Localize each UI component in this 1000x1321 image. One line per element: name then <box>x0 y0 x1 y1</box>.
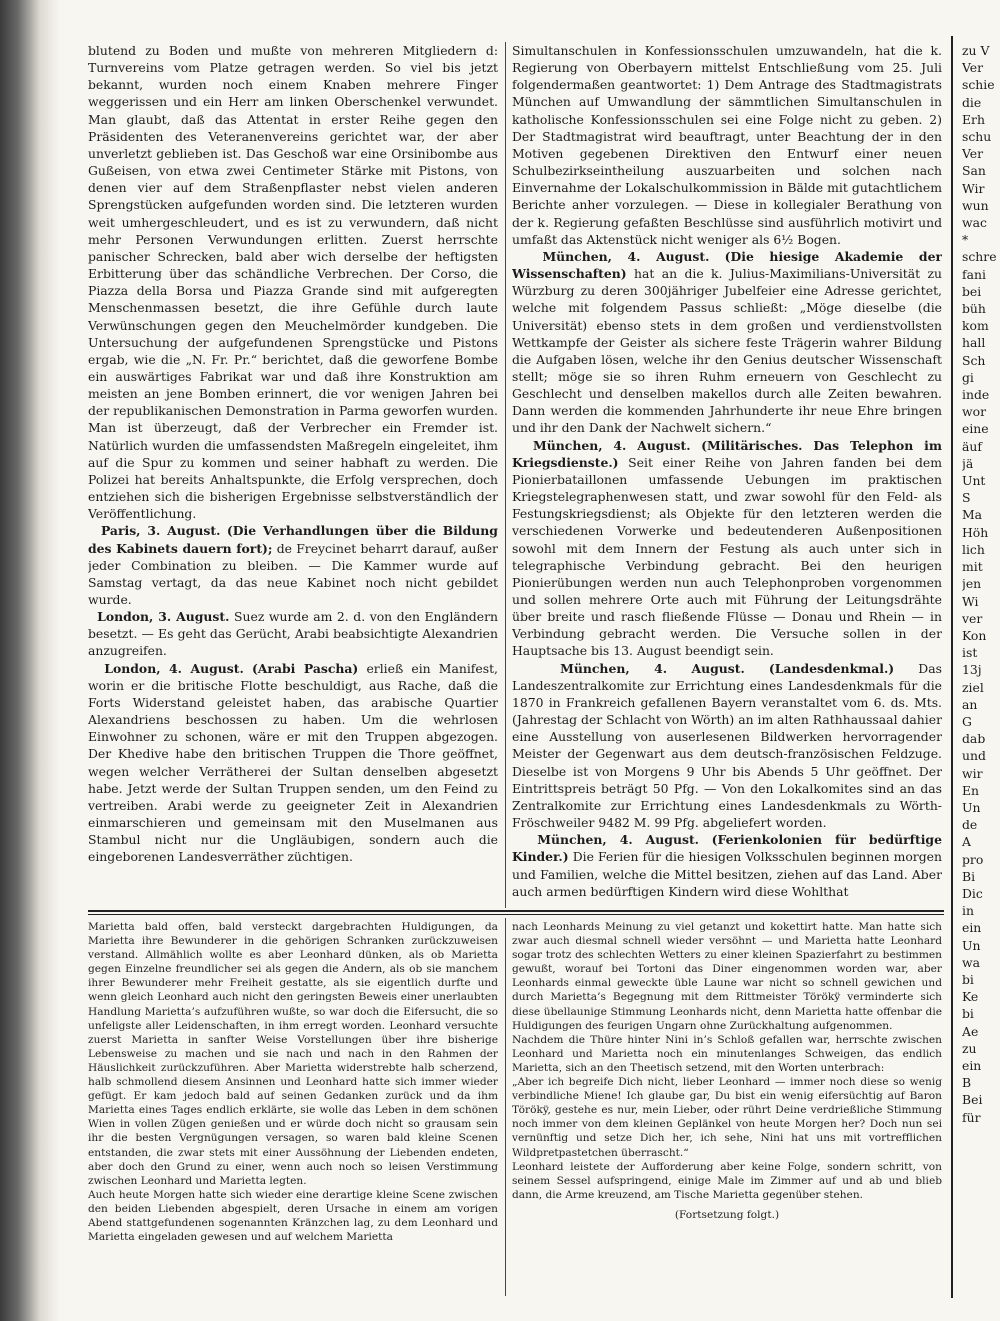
fragment-line: ziel <box>962 679 984 695</box>
column-rule <box>505 42 506 908</box>
fragment-line: Ae <box>962 1023 979 1039</box>
fragment-line: kom <box>962 318 989 334</box>
fragment-line: En <box>962 782 980 798</box>
fragment-line: pro <box>962 851 984 867</box>
fragment-line: Unt <box>962 473 986 489</box>
fragment-line: für <box>962 1109 981 1125</box>
fragment-line: Wir <box>962 180 985 196</box>
fragment-line: äuf <box>962 438 982 454</box>
section-divider <box>88 872 498 873</box>
fragment-line: in <box>962 903 974 919</box>
fragment-line: und <box>962 748 986 764</box>
headline: (Die Verhandlungen über die Bildung des Kabinets dauern fort); <box>88 523 498 556</box>
feuilleton-right-column <box>512 920 942 1300</box>
fragment-line: Höh <box>962 524 989 540</box>
fragment-line: Dic <box>962 885 983 901</box>
dateline: München, 4. August. <box>542 248 710 264</box>
news-item-london-2 <box>88 660 498 866</box>
fragment-line: gi <box>962 369 974 385</box>
fragment-line: Wi <box>962 593 979 609</box>
page-binding-edge <box>0 0 60 1321</box>
fragment-line: schu <box>962 129 992 145</box>
fragment-line: San <box>962 163 986 179</box>
feuilleton-divider-thin <box>88 914 944 915</box>
news-item-muenchen-2 <box>512 248 942 437</box>
headline: (Militärisches. Das Telephon im Kriegsdienste.) <box>512 437 942 470</box>
feuilleton-text: Marietta bald offen, bald versteckt dargebrachten Huldigungen, da Marietta ihre Bewunderer in die gehörigen Schranken zurückzuweisen verstand. Allmählich wollte es aber Leonhard dünken, als ob Marietta gegen Einzelne freundlicher sei als gegen die Andern, als ob sie manchem ihrer Bewunderer mehr Freiheit gestatte, als sie eigentlich durfte und wenn gleich Leonhard auch nicht den geringsten Beweis einer unerlaubten Handlung Marietta’s aufzuführen wußte, so war doch die Eifersucht, die so unfeligste aller Leidenschaften, in ihm erregt worden. Leonhard versuchte zuerst Marietta in sanfter Weise Vorstellungen über ihre bisherige Lebensweise zu machen und sie nach und nach in den Rahmen der Häuslichkeit zurückzuführen. Aber Marietta widerstrebte halb scherzend, halb schmollend diesem Ansinnen und Leonhard hatte sich immer wieder gefügt. Er kam jedoch bald auf seinen Gedanken zurück und da ihm Marietta eines Tages endlich erklärte, sie wolle das Leben in dem schönen Wien in vollen Zügen genießen und er würde doch nicht so grausam sein ihr die besten Vergnügungen versagen, so waren bald kleine Scenen entstanden, die zwar stets mit einer Aussöhnung der Liebenden endeten, aber doch den Grund zu einer, wenn auch noch so leisen Verstimmung zwischen Leonhard und Marietta legten. Auch heute Morgen hatte sich wieder eine derartige kleine Scene zwischen den beiden Liebenden abgespielt, deren Ursache in einem am vorigen Abend stattgefundenen sogenannten Kränzchen lag, zu dem Leonhard und Marietta eingeladen gewesen und auf welchem Marietta <box>88 921 498 1244</box>
body: de Freycinet beharrt darauf, außer jeder Combination zu bleiben. — Die Kammer wurde auf Samstag vertagt, da das neue Kabinet noch nicht gebildet wurde. <box>88 540 498 607</box>
feuilleton-left-column <box>88 920 498 1300</box>
fragment-line: Ver <box>962 60 984 76</box>
fragment-line: bi <box>962 971 974 987</box>
feuilleton-divider <box>88 910 944 912</box>
article-continuation: Simultanschulen in Konfessionsschulen umzuwandeln, hat die k. Regierung von Oberbayern mittelst Entschließung vom 25. Juli folgendermaßen geantwortet: 1) Dem Antrage des Stadtmagistrats München auf Umwandlung der sämmtlichen Simultanschulen in katholische Konfessionsschulen sei eine Folge nicht zu geben. 2) Der Stadtmagistrat wird beauftragt, unter Beachtung der in den Motiven gegebenen Direktiven den Entwurf einer neuen Schulbezirkseintheilung auszuarbeiten und solchen nach Einvernahme der Lokalschulkommission in Bälde mit gutachtlichem Berichte anher vorzulegen. — Diese in kollegialer Berathung von der k. Regierung gefaßten Beschlüsse sind ausführlich motivirt und umfaßt das Aktenstück nicht weniger als 6½ Bogen. <box>512 43 942 247</box>
headline: (Ferienkolonien für bedürftige Kinder.) <box>512 832 942 865</box>
fragment-line: Un <box>962 937 981 953</box>
news-item-muenchen-4 <box>512 660 942 832</box>
article-continuation: blutend zu Boden und mußte von mehreren Mitgliedern d: Turnvereins vom Platze getragen werden. So viel bis jetzt bekannt, wurden noch einem Knaben mehrere Finger weggerissen und ein Herr am linken Oberschenkel verwundet. Man glaubt, daß das Attentat in erster Reihe gegen den Präsidenten des Veteranenvereins gerichtet war, der aber unverletzt geblieben ist. Das Geschoß war eine Orsinibombe aus Gußeisen, von etwa zwei Centimeter Stärke mit Pistons, von denen vier auf dem Straßenpflaster nebst vielen anderen Sprengstücken aufgefunden worden sind. Die letzteren wurden weit umhergeschleudert, und es ist zu verwundern, daß nicht mehr Personen Verwundungen erlitten. Zuerst herrschte panischer Schrecken, bald aber wich derselbe der heftigsten Erbitterung über das schändliche Verbrechen. Der Corso, die Piazza della Borsa und Piazza Grande sind mit aufgeregten Menschenmassen besetzt, die ihre Gefühle durch laute Verwünschungen gegen den Meuchelmörder kundgeben. Die Untersuchung der aufgefundenen Sprengstücke und Pistons ergab, wie die „N. Fr. Pr.“ berichtet, daß die geworfene Bombe ein auswärtiges Fabrikat war und daß ihre Konstruktion am meisten an jene Bomben erinnert, die vor wenigen Jahren bei der republikanischen Demonstration in Parma geworfen wurden. Man ist überzeugt, daß der Verbrecher ein Fremder ist. Natürlich wurden die umfassendsten Maßregeln eingeleitet, ihm auf die Spur zu kommen und seiner habhaft zu werden. Die Polizei hat bereits Anhaltspunkte, die Erfolg versprechen, doch entziehen sich die bisherigen Ergebnisse selbstverständlich der Veröffentlichung. <box>88 43 498 522</box>
dateline: London, 3. August. <box>97 609 230 625</box>
body: Seit einer Reihe von Jahren fanden bei dem Pionierbataillonen umfassende Uebungen im praktischen Kriegstelegraphenwesen statt, und zwar sowohl für den Feld- als Festungskriegsdienst; als Objekte für den letzteren werden die verschiedenen Vorwerke und bedeutenderen Außenpositionen sowohl mit dem Innern der Festung als auch unter sich in telegraphische Verbindung gebracht. Bei den heurigen Pionierübungen werden nun auch Telephonproben vorgenommen und sollen mehrere Orte auch mit Führung der Leitungsdrähte über breite und rasch fließende Flüsse — Donau und Rhein — in Verbindung gebracht werden. Die Versuche sollen in der Hauptsache bis 13. August beendigt sein. <box>512 454 942 659</box>
fragment-line: zu <box>962 1040 977 1056</box>
fragment-line: Erh <box>962 111 985 127</box>
headline: (Die hiesige Akademie der Wissenschaften) <box>512 248 942 282</box>
continued-note: (Fortsetzung folgt.) <box>674 1208 780 1221</box>
fragment-line: * <box>962 232 969 248</box>
body: Das Landeszentralkomite zur Errichtung eines Landesdenkmals für die 1870 in Frankreich gefallenen Bayern veranstaltet vom 6. ds. Mts. (Jahrestag der Schlacht von Wörth) an im alten Rathhaussaal dahier eine Ausstellung von auserlesenen Bildwerken hervorragender Meister der Gegenwart aus dem deutsch-französischen Feldzuge. Dieselbe ist von Morgens 9 Uhr bis Abends 5 Uhr geöffnet. Der Eintrittspreis beträgt 50 Pfg. — Von den Lokalkomites sind an das Zentralkomite zur Errichtung eines Landesdenkmals zu Wörth-Fröschweiler 9482 M. 99 Pfg. abgeliefert worden. <box>512 660 942 831</box>
fragment-line: zu V <box>962 43 990 58</box>
body: erließ ein Manifest, worin er die britische Flotte beschuldigt, aus Rache, daß die Forts Widerstand geleistet haben, das arabische Quartier Alexandriens beschossen zu haben. Um die wehrlosen Einwohner zu schonen, wäre er mit den Truppen abgezogen. Der Khedive habe den britischen Truppen die Thore geöffnet, wegen welcher Verrätherei der Sultan denselben abgesetzt habe. Jetzt werde der Sultan Truppen senden, um den Feind zu vertreiben. Arabi werde zu geeigneter Zeit in Alexandrien einmarschieren und gemeinsam mit den Muselmanen aus Stambul nicht nur die Ungläubigen, sondern auch die eingeborenen Landesverräther züchtigen. <box>88 660 498 865</box>
fragment-line: S <box>962 490 971 506</box>
fragment-line: 13j <box>962 662 982 678</box>
right-column-fragment <box>962 42 1000 1292</box>
left-column <box>88 42 498 872</box>
news-item-muenchen-3 <box>512 437 942 660</box>
column-rule-right <box>951 36 953 1298</box>
headline: (Arabi Pascha) <box>251 660 359 676</box>
fragment-line: bi <box>962 1006 974 1022</box>
fragment-line: dab <box>962 731 986 747</box>
fragment-line: fani <box>962 266 986 282</box>
fragment-line: büh <box>962 301 986 317</box>
fragment-line: Kon <box>962 627 987 643</box>
fragment-line: G <box>962 713 972 729</box>
fragment-line: bei <box>962 283 982 299</box>
middle-column <box>512 42 942 904</box>
news-item-muenchen-5 <box>512 831 942 900</box>
fragment-line: de <box>962 817 978 833</box>
fragment-line: hall <box>962 335 986 351</box>
fragment-line: eine <box>962 421 989 437</box>
fragment-line: Ver <box>962 146 984 162</box>
fragment-line: Bi <box>962 868 976 884</box>
fragment-line: jen <box>962 576 982 592</box>
fragment-line: lich <box>962 541 985 557</box>
fragment-line: Sch <box>962 352 986 368</box>
feuilleton-text: nach Leonhards Meinung zu viel getanzt und kokettirt hatte. Man hatte sich zwar auch diesmal schnell wieder versöhnt — und Marietta hatte Leonhard sogar trotz des schlechten Wetters zu einer kleinen Spazierfahrt zu bestimmen gewußt, worauf bei Tortoni das Diner eingenommen worden war, aber Leonhards einmal geweckte üble Laune war nicht so schnell gewichen und durch Marietta’s Begegnung mit dem Rittmeister Törökÿ verminderte sich diese übellaunige Stimmung Leonhards nicht, denn Marietta hatte offenbar die Huldigungen des feurigen Ungarn ohne Zurückhaltung aufgenommen. Nachdem die Thüre hinter Nini in’s Schloß gefallen war, herrschte zwischen Leonhard und Marietta noch ein minutenlanges Schweigen, das endlich Marietta, sich an den Theetisch setzend, mit den Worten unterbrach: „Aber ich begreife Dich nicht, lieber Leonhard — immer noch diese so wenig verbindliche Miene! Ich glaube gar, Du bist ein wenig eifersüchtig auf Baron Törökÿ, gestehe es nur, mein Lieber, oder rührt Deine verdrießliche Stimmung noch immer von dem kleinen Geplänkel von heute Morgen her? Doch nun sei vernünftig und setze Dich her, ich sehe, Nini hat uns mit vortrefflichen Wildpretpastetchen überrascht.“ Leonhard leistete der Aufforderung aber keine Folge, sondern schritt, von seinem Sessel aufspringend, einige Male im Zimmer auf und ab und blieb dann, die Arme kreuzend, am Tische Marietta gegenüber stehen. <box>512 921 942 1201</box>
fragment-line: die <box>962 94 982 110</box>
fragment-line: Bei <box>962 1092 983 1108</box>
fragment-line: wa <box>962 954 980 970</box>
body: Suez wurde am 2. d. von den Engländern besetzt. — Es geht das Gerücht, Arabi beabsichtigte Alexandrien anzugreifen. <box>88 609 498 659</box>
fragment-line: schie <box>962 77 995 93</box>
dateline: Paris, 3. August. <box>100 523 221 539</box>
fragment-line: A <box>962 834 971 850</box>
fragment-line: ist <box>962 645 978 661</box>
dateline: London, 4. August. <box>104 660 244 676</box>
news-item-london-1 <box>88 608 498 659</box>
dateline: München, 4. August. <box>560 660 745 676</box>
fragment-line: wun <box>962 197 989 213</box>
fragment-line: Ke <box>962 989 979 1005</box>
fragment-line: ein <box>962 1057 982 1073</box>
body: Die Ferien für die hiesigen Volksschulen beginnen morgen und Familien, welche die Mittel besitzen, ziehen auf das Land. Aber auch armen bedürftigen Kindern wird diese Wohlthat <box>512 849 942 899</box>
dateline: München, 4. August. <box>537 832 699 848</box>
fragment-line: Un <box>962 799 981 815</box>
headline: (Landesdenkmal.) <box>768 660 895 676</box>
feuilleton-column-rule <box>505 918 506 1296</box>
fragment-line: wir <box>962 765 983 781</box>
dateline: München, 4. August. <box>533 437 691 453</box>
fragment-line: Ma <box>962 507 983 523</box>
fragment-line: wac <box>962 215 987 231</box>
fragment-line: ver <box>962 610 983 626</box>
news-item-paris <box>88 522 498 608</box>
body: hat an die k. Julius-Maximilians-Universität zu Würzburg zu deren 300jähriger Jubelfeier eine Adresse gerichtet, welche mit folgendem Passus schließt: „Möge dieselbe (die Universität) ebenso stets in dem großen und verdienstvollsten Wettkampfe der Geister als sichere feste Trägerin wahrer Bildung die Aufgaben lösen, welche ihr den Genius deutscher Wissenschaft stellt; möge sie so ihren Ruhm erneuern von Geschlecht zu Geschlecht und denselben makellos durch alle Zeiten bewahren. Dann werden die kommenden Jahrhunderte ihr neue Ehre bringen und ihr den Dank der Nachwelt sichern.“ <box>512 266 942 436</box>
fragment-line: schre <box>962 249 997 265</box>
fragment-line: jä <box>962 455 974 471</box>
fragment-line: ein <box>962 920 982 936</box>
fragment-line: inde <box>962 387 990 403</box>
fragment-line: mit <box>962 559 983 575</box>
fragment-line: B <box>962 1075 972 1091</box>
fragment-line: an <box>962 696 978 712</box>
fragment-line: wor <box>962 404 986 420</box>
